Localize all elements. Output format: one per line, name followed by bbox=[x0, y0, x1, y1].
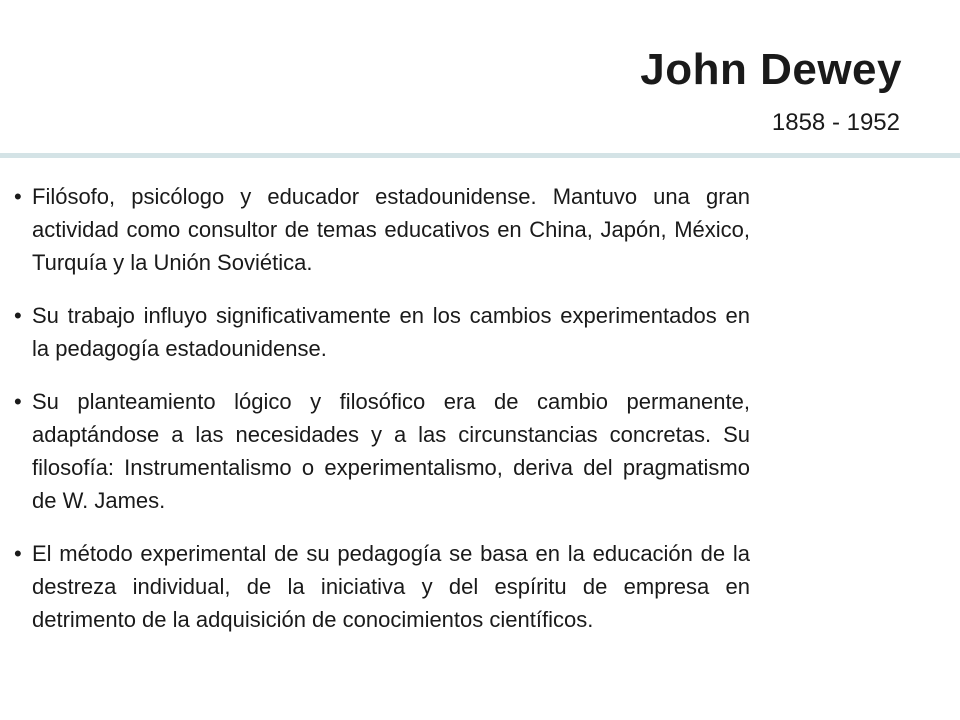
bullet-text: Su planteamiento lógico y filosófico era de cambio permanente, adaptándose a las necesidades y a las circunstancias concretas. Su filosofía: Instrumentalismo o experimentalismo, deriva del pragmatismo de W. James. bbox=[32, 389, 750, 513]
bullet-marker: • bbox=[14, 541, 22, 566]
bullet-item bbox=[14, 180, 750, 279]
bullet-text: Su trabajo influyo significativamente en los cambios experimentados en la pedagogía estadounidense. bbox=[32, 303, 750, 361]
bullet-item bbox=[14, 537, 750, 636]
bullet-list bbox=[14, 180, 750, 656]
title-divider bbox=[0, 153, 960, 158]
bullet-item bbox=[14, 385, 750, 517]
bullet-item bbox=[14, 299, 750, 365]
bullet-marker: • bbox=[14, 389, 22, 414]
bullet-marker: • bbox=[14, 303, 22, 328]
bullet-text: El método experimental de su pedagogía se basa en la educación de la destreza individual, de la iniciativa y del espíritu de empresa en detrimento de la adquisición de conocimientos científicos. bbox=[32, 541, 750, 632]
bullet-text: Filósofo, psicólogo y educador estadounidense. Mantuvo una gran actividad como consultor de temas educativos en China, Japón, México, Turquía y la Unión Soviética. bbox=[32, 184, 750, 275]
bullet-marker: • bbox=[14, 184, 22, 209]
life-dates: 1858 - 1952 bbox=[771, 109, 900, 136]
slide-title: John Dewey bbox=[640, 45, 902, 94]
